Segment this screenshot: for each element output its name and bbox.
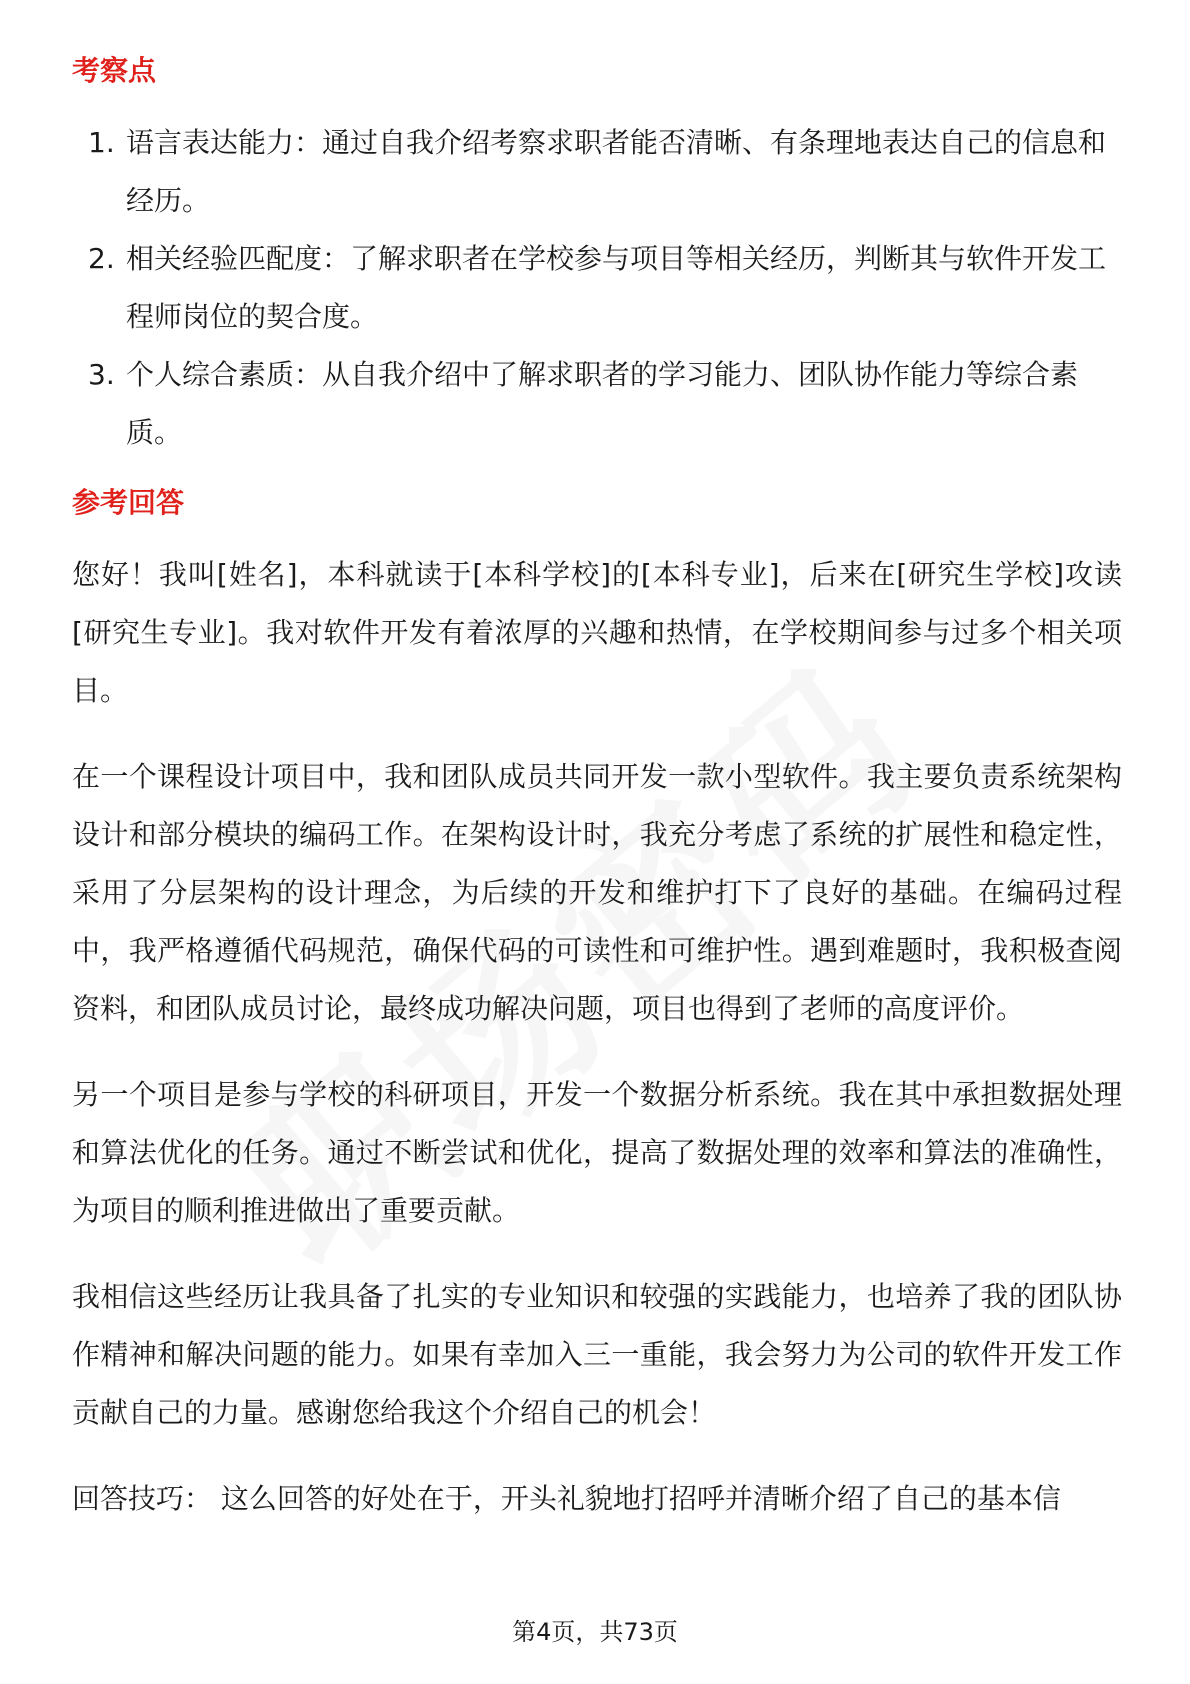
- answer-paragraph: 在一个课程设计项目中，我和团队成员共同开发一款小型软件。我主要负责系统架构设计和部分模块的编码工作。在架构设计时，我充分考虑了系统的扩展性和稳定性，采用了分层架构的设计理念，为后续的开发和维护打下了良好的基础。在编码过程中，我严格遵循代码规范，确保代码的可读性和可维护性。遇到难题时，我积极查阅资料，和团队成员讨论，最终成功解决问题，项目也得到了老师的高度评价。: [72, 760, 1122, 1025]
- answer-paragraph: 您好！我叫[姓名]，本科就读于[本科学校]的[本科专业]，后来在[研究生学校]攻读[研究生专业]。我对软件开发有着浓厚的兴趣和热情，在学校期间参与过多个相关项目。: [72, 558, 1122, 707]
- answer-paragraph: 另一个项目是参与学校的科研项目，开发一个数据分析系统。我在其中承担数据处理和算法优化的任务。通过不断尝试和优化，提高了数据处理的效率和算法的准确性，为项目的顺利推进做出了重要贡献。: [72, 1078, 1122, 1227]
- document-page: [72, 48, 1122, 1556]
- list-item: [72, 346, 1122, 462]
- list-item-text: 个人综合素质：从自我介绍中了解求职者的学习能力、团队协作能力等综合素质。: [126, 358, 1079, 449]
- reference-answer-heading: 参考回答: [72, 486, 185, 519]
- list-item: [72, 114, 1122, 230]
- list-item-number: 1.: [88, 126, 115, 159]
- answer-tips-paragraph: 回答技巧： 这么回答的好处在于，开头礼貌地打招呼并清晰介绍了自己的基本信: [72, 1482, 1061, 1515]
- list-item-number: 2.: [88, 242, 115, 275]
- list-item-text: 相关经验匹配度：了解求职者在学校参与项目等相关经历，判断其与软件开发工程师岗位的契合度。: [126, 242, 1107, 333]
- list-item-text: 语言表达能力：通过自我介绍考察求职者能否清晰、有条理地表达自己的信息和经历。: [126, 126, 1107, 217]
- list-item: [72, 230, 1122, 346]
- reference-answer-body: [72, 546, 1122, 1528]
- list-item-number: 3.: [88, 358, 115, 391]
- page-number: 第4页，共73页: [512, 1618, 678, 1646]
- exam-points-heading: 考察点: [72, 54, 157, 87]
- answer-paragraph: 我相信这些经历让我具备了扎实的专业知识和较强的实践能力，也培养了我的团队协作精神和解决问题的能力。如果有幸加入三一重能，我会努力为公司的软件开发工作贡献自己的力量。感谢您给我这个介绍自己的机会！: [72, 1280, 1122, 1429]
- exam-points-list: [72, 114, 1122, 462]
